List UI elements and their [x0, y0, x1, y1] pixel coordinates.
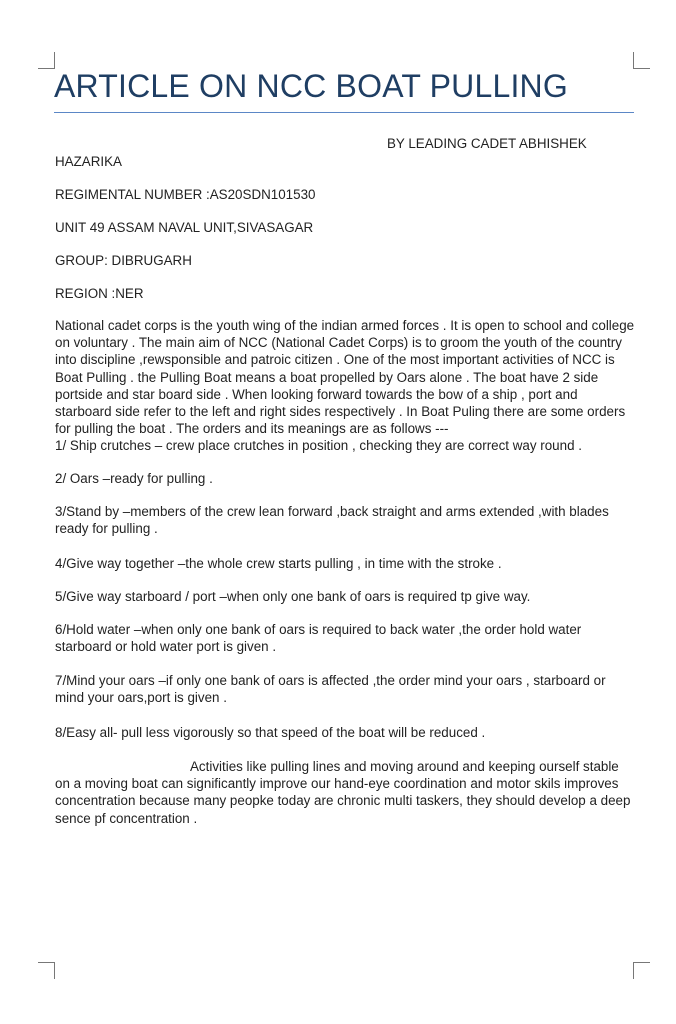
order-1: 1/ Ship crutches – crew place crutches in position , checking they are correct way round . — [55, 438, 582, 453]
order-8: 8/Easy all- pull less vigorously so that speed of the boat will be reduced . — [55, 725, 486, 740]
crop-mark-bottom-right — [633, 962, 650, 979]
conclusion-text: Activities like pulling lines and moving around and keeping ourself stable on a moving boat can significantly improve our hand-eye coordination and motor skils improves concentration because many peopke today are chronic multi taskers, they should develop a deep sence pf concentration . — [55, 759, 631, 826]
regimental-number: REGIMENTAL NUMBER :AS20SDN101530 — [55, 187, 316, 202]
order-3: 3/Stand by –members of the crew lean forward ,back straight and arms extended ,with blades ready for pulling . — [55, 504, 609, 537]
region-line: REGION :NER — [55, 286, 144, 301]
crop-mark-top-left — [38, 52, 55, 69]
group-line: GROUP: DIBRUGARH — [55, 253, 192, 268]
order-7: 7/Mind your oars –if only one bank of oars is affected ,the order mind your oars , starboard or mind your oars,port is given . — [55, 673, 606, 706]
byline: BY LEADING CADET ABHISHEK — [387, 136, 587, 151]
order-6: 6/Hold water –when only one bank of oars is required to back water ,the order hold water starboard or hold water port is given . — [55, 622, 582, 655]
order-4: 4/Give way together –the whole crew starts pulling , in time with the stroke . — [55, 556, 502, 571]
document-title: ARTICLE ON NCC BOAT PULLING — [54, 68, 568, 104]
conclusion-paragraph — [55, 758, 635, 827]
intro-paragraph: National cadet corps is the youth wing of the indian armed forces . It is open to school and college on voluntary . The main aim of NCC (National Cadet Corps) is to groom the youth of the country into discipline ,rewsponsible and patroic citizen . One of the most important activities of NCC is Boat Pulling . the Pulling Boat means a boat propelled by Oars alone . The boat have 2 side portside and star board side . When looking forward towards the bow of a ship , port and starboard side refer to the left and right sides respectively . In Boat Puling there are some orders for pulling the boat . The orders and its meanings are as follows --- — [55, 318, 635, 437]
order-2: 2/ Oars –ready for pulling . — [55, 471, 213, 486]
unit-line: UNIT 49 ASSAM NAVAL UNIT,SIVASAGAR — [55, 220, 314, 235]
crop-mark-bottom-left — [38, 962, 55, 979]
author-surname: HAZARIKA — [55, 154, 122, 169]
title-underline — [54, 112, 634, 113]
order-5: 5/Give way starboard / port –when only one bank of oars is required tp give way. — [55, 589, 531, 604]
crop-mark-top-right — [633, 52, 650, 69]
